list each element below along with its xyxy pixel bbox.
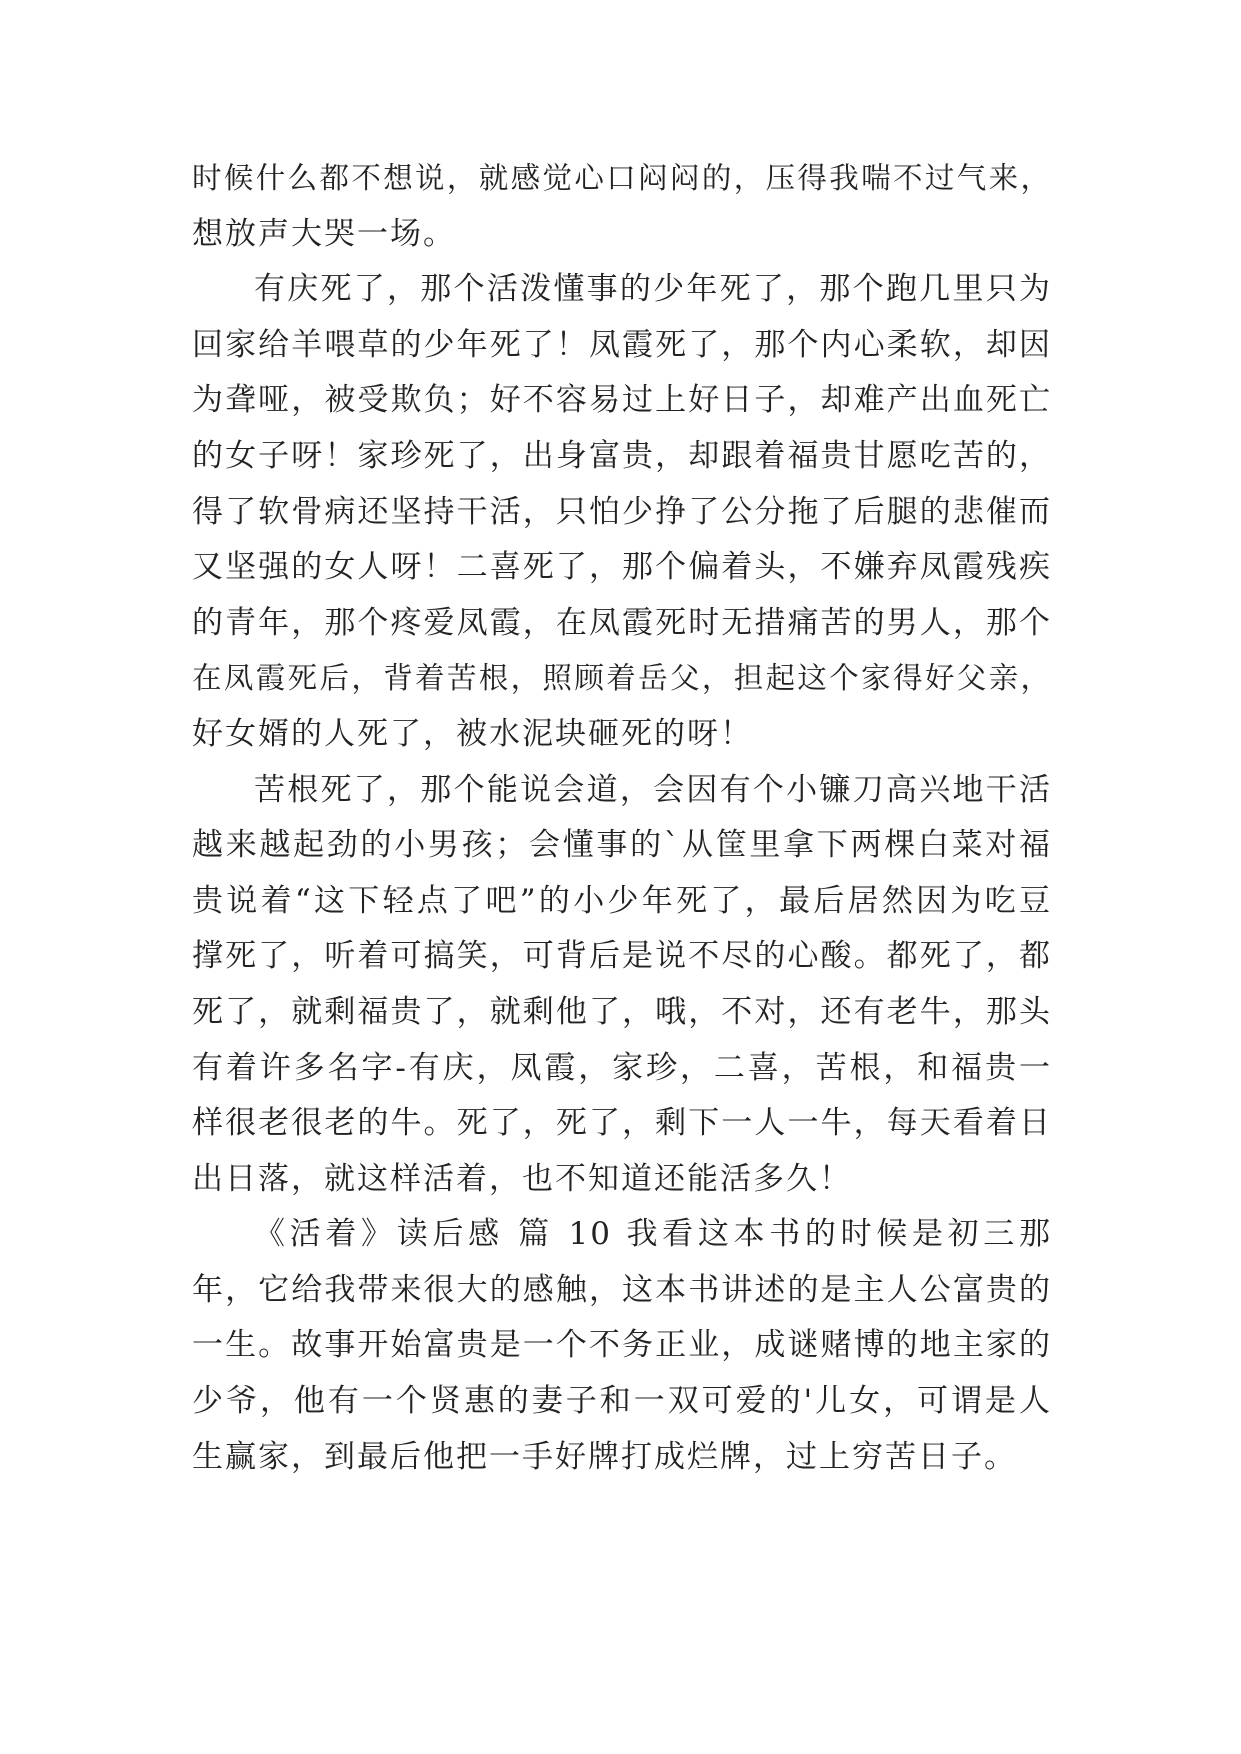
- text-line: 样很老很老的牛。死了，死了，剩下一人一牛，每天看着日: [192, 1105, 1052, 1142]
- text-line: 在凤霞死后，背着苦根，照顾着岳父，担起这个家得好父亲，: [192, 661, 1052, 696]
- text-line: 有着许多名字-有庆，凤霞，家珍，二喜，苦根，和福贵一: [192, 1049, 1052, 1086]
- body-text: [192, 151, 1052, 1485]
- text-line: 得了软骨病还坚持干活，只怕少挣了公分拖了后腿的悲催而: [192, 493, 1052, 530]
- text-line: 苦根死了，那个能说会道，会因有个小镰刀高兴地干活: [254, 771, 1052, 808]
- text-line: 撑死了，听着可搞笑，可背后是说不尽的心酸。都死了，都: [192, 938, 1052, 975]
- text-line: 死了，就剩福贵了，就剩他了，哦，不对，还有老牛，那头: [192, 993, 1052, 1030]
- text-line: 贵说着“这下轻点了吧”的小少年死了，最后居然因为吃豆: [192, 882, 1052, 919]
- text-line: 有庆死了，那个活泼懂事的少年死了，那个跑几里只为: [254, 271, 1052, 308]
- text-line: 一生。故事开始富贵是一个不务正业，成谜赌博的地主家的: [192, 1327, 1052, 1364]
- text-line: 时候什么都不想说，就感觉心口闷闷的，压得我喘不过气来，: [192, 161, 1052, 195]
- text-line: 好女婿的人死了，被水泥块砸死的呀！: [192, 715, 753, 752]
- text-line: 的女子呀！家珍死了，出身富贵，却跟着福贵甘愿吃苦的，: [192, 437, 1052, 474]
- text-line: 少爷，他有一个贤惠的妻子和一双可爱的'儿女，可谓是人: [192, 1383, 1052, 1420]
- text-line: 年，它给我带来很大的感触，这本书讲述的是主人公富贵的: [192, 1271, 1052, 1308]
- text-line: 回家给羊喂草的少年死了！凤霞死了，那个内心柔软，却因: [192, 326, 1052, 363]
- text-line: 又坚强的女人呀！二喜死了，那个偏着头，不嫌弃凤霞残疾: [192, 549, 1052, 586]
- text-line: 为聋哑，被受欺负；好不容易过上好日子，却难产出血死亡: [192, 382, 1052, 419]
- text-line: 的青年，那个疼爱凤霞，在凤霞死时无措痛苦的男人，那个: [192, 604, 1052, 641]
- text-line: 越来越起劲的小男孩；会懂事的`从筐里拿下两棵白菜对福: [192, 827, 1052, 864]
- text-line: 《活着》读后感 篇 10 我看这本书的时候是初三那: [254, 1216, 1052, 1253]
- text-line: 出日落，就这样活着，也不知道还能活多久！: [192, 1160, 852, 1197]
- text-line: 生赢家，到最后他把一手好牌打成烂牌，过上穷苦日子。: [192, 1438, 1017, 1475]
- text-line: 想放声大哭一场。: [192, 215, 456, 252]
